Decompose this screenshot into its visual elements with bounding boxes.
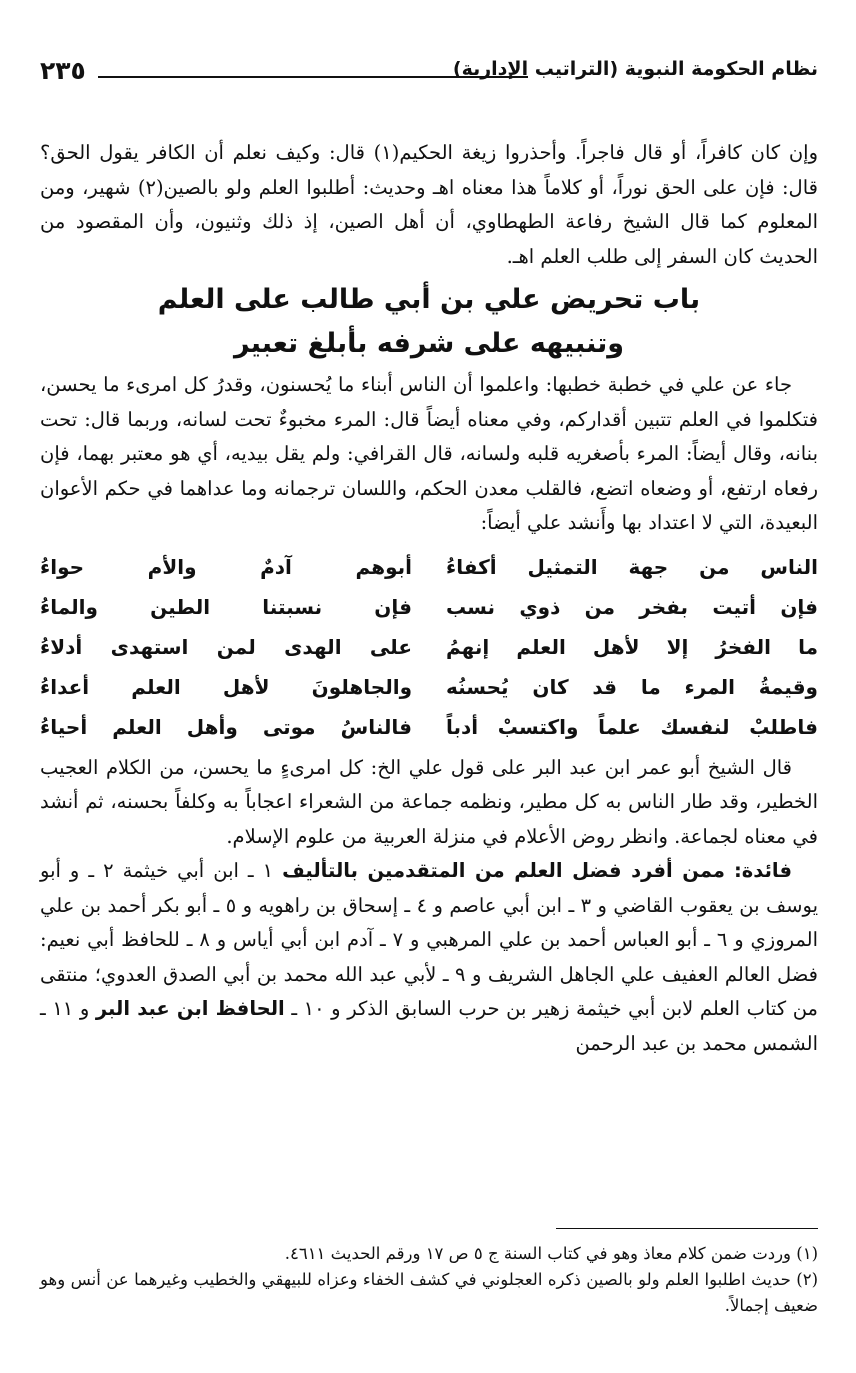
poem-verse bbox=[40, 547, 818, 587]
benefit-label: فائدة: bbox=[734, 859, 792, 882]
page-number: ٢٣٥ bbox=[40, 56, 86, 85]
hemistich-first: فاطلبْ لنفسك علماً واكتسبْ أدباً bbox=[446, 714, 818, 739]
paragraph-1: جاء عن علي في خطبة خطبها: واعلموا أن الناس أبناء ما يُحسنون، وقدرُ كل امرىء ما يحسن، فتكلموا في العلم تتبين أقداركم، وفي معناه أيضاً قال: المرء مخبوءٌ تحت لسانه، وربما قال: تحت بنانه، وقال أيضاً: المرء بأصغريه قلبه ولسانه، قال القرافي: ولم يقل بيديه، أي هو معتبر بهما، فإن رفعاه ارتفع، أو وضعاه اتضع، فالقلب معدن الحكم، واللسان ترجمانه وما عداهما في حكم الأعوان البعيدة، التي لا اعتداد بها وأَنشد علي أيضاً: bbox=[40, 373, 818, 534]
benefit-text-b: و ١١ ـ الشمس محمد بن عبد الرحمن bbox=[40, 997, 818, 1055]
hemistich-second: على الهدى لمن استهدى أدلاءُ bbox=[40, 634, 412, 659]
main-text bbox=[40, 136, 818, 1061]
hemistich-first: ما الفخرُ إلا لأهل العلم إنهمُ bbox=[446, 634, 818, 659]
poem-verse bbox=[40, 707, 818, 747]
benefit-highlight: الحافظ ابن عبد البر bbox=[95, 997, 285, 1020]
hemistich-second: والجاهلونَ لأهل العلم أعداءُ bbox=[40, 674, 412, 699]
running-header bbox=[40, 58, 818, 94]
paragraph-2: قال الشيخ أبو عمر ابن عبد البر على قول علي الخ: كل امرىءٍ ما يحسن، من الكلام العجيب الخطير، وقد طار الناس به كل مطير، ونظمه جماعة من الشعراء اعجاباً به وكلفاً بحسنه، ثم أنشد في معناه لجماعة. وانظر روض الأعلام في منزلة العربية من علوم الإسلام. bbox=[40, 755, 818, 848]
section-title-line-2: وتنبيهه على شرفه بأبلغ تعبير bbox=[233, 328, 625, 359]
poem-verse bbox=[40, 627, 818, 667]
hemistich-first: الناس من جهة التمثيل أكفاءُ bbox=[446, 554, 818, 579]
poem bbox=[40, 547, 818, 747]
intro-paragraph: وإن كان كافراً، أو قال فاجراً. وأحذروا زيغة الحكيم(١) قال: وكيف نعلم أن الكافر يقول الحق؟ قال: فإن على الحق نوراً، أو كلاماً هذا معناه اهـ وحديث: أطلبوا العلم ولو بالصين(٢) شهير، ومن المعلوم كما قال الشيخ رفاعة الطهطاوي، أن أهل الصين، إذ ذلك وثنيون، وأن المقصود من الحديث كان السفر إلى طلب العلم اهـ. bbox=[40, 141, 818, 268]
header-rule bbox=[98, 76, 528, 78]
footnotes bbox=[40, 1228, 818, 1319]
hemistich-second: فالناسُ موتى وأهل العلم أحياءُ bbox=[40, 714, 412, 739]
section-title-line-1: باب تحريض علي بن أبي طالب على العلم bbox=[157, 284, 701, 315]
footnote-2: (٢) حديث اطلبوا العلم ولو بالصين ذكره العجلوني في كشف الخفاء وعزاه للبيهقي والخطيب وغيرهما عن أنس وهو ضعيف إجمالاً. bbox=[40, 1270, 818, 1315]
hemistich-first: وقيمةُ المرء ما قد كان يُحسنُه bbox=[446, 674, 818, 699]
benefit-text-a: ١ ـ ابن أبي خيثمة ٢ ـ و أبو يوسف بن يعقوب القاضي و ٣ ـ ابن أبي عاصم و ٤ ـ إسحاق بن راهويه و ٥ ـ أبو بكر أحمد بن علي المروزي و ٦ ـ أبو العباس أحمد بن علي المرهبي و ٧ ـ آدم ابن أبي أياس و ٨ ـ للحافظ أبي نعيم: فضل العالم العفيف علي الجاهل الشريف و ٩ ـ لأبي عبد الله محمد بن أبي الصدق العدوي؛ منتقى من كتاب العلم لابن أبي خيثمة زهير بن حرب السابق الذكر و ١٠ ـ bbox=[40, 859, 819, 1020]
hemistich-first: فإن أتيت بفخر من ذوي نسب bbox=[446, 594, 818, 619]
benefit-paragraph bbox=[40, 854, 818, 1061]
book-title: نظام الحكومة النبوية (التراتيب الإدارية) bbox=[452, 58, 818, 80]
footnote-separator bbox=[556, 1228, 818, 1229]
benefit-heading: ممن أفرد فضل العلم من المتقدمين بالتأليف bbox=[282, 859, 725, 882]
hemistich-second: فإن نسبتنا الطين والماءُ bbox=[40, 594, 412, 619]
poem-verse bbox=[40, 667, 818, 707]
footnote-1: (١) وردت ضمن كلام معاذ وهو في كتاب السنة ج ٥ ص ١٧ ورقم الحديث ٤٦١١. bbox=[284, 1244, 818, 1263]
poem-verse bbox=[40, 587, 818, 627]
hemistich-second: أبوهم آدمٌ والأم حواءُ bbox=[40, 554, 412, 579]
